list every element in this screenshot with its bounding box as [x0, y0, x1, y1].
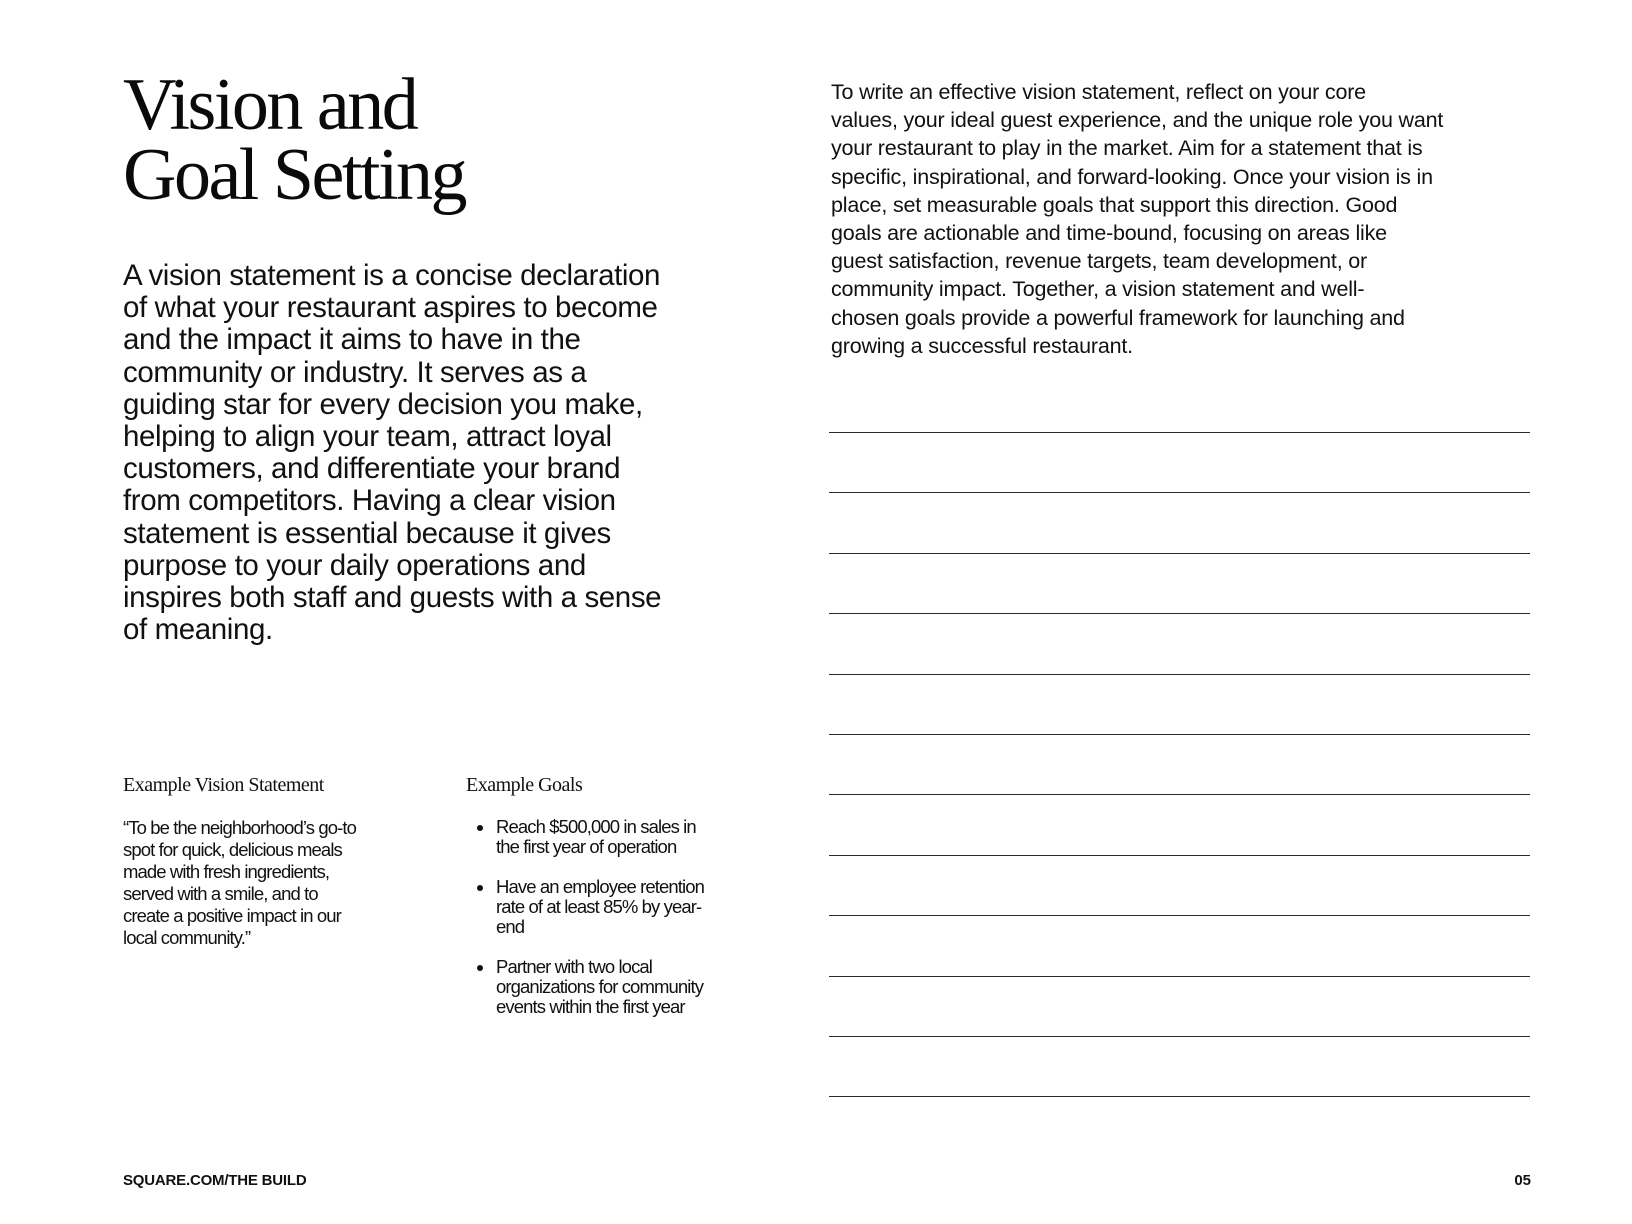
writing-line: [829, 613, 1530, 614]
writing-line: [829, 1096, 1530, 1097]
footer-site-url: SQUARE.COM/THE BUILD: [123, 1172, 307, 1189]
goal-item: [466, 817, 706, 857]
writing-line: [829, 794, 1530, 795]
goal-text: Reach $500,000 in sales in the first year of operation: [496, 816, 696, 857]
page-title-line-2: Goal Setting: [123, 134, 466, 216]
bullet-icon: [477, 965, 483, 971]
writing-lines[interactable]: [829, 432, 1530, 1102]
writing-line: [829, 976, 1530, 977]
writing-line: [829, 553, 1530, 554]
writing-line: [829, 432, 1530, 433]
goal-item: [466, 877, 706, 937]
writing-line: [829, 674, 1530, 675]
example-vision-text: “To be the neighborhood’s go-to spot for quick, delicious meals made with fresh ingredients, served with a smile, and to create a positive impact in our local community.”: [123, 817, 357, 948]
page-title: [123, 64, 466, 216]
writing-line: [829, 492, 1530, 493]
goal-item: [466, 957, 706, 1017]
goal-text: Partner with two local organizations for community events within the first year: [496, 956, 704, 1017]
bullet-icon: [477, 885, 483, 891]
writing-line: [829, 915, 1530, 916]
writing-line: [829, 855, 1530, 856]
bullet-icon: [477, 825, 483, 831]
writing-line: [829, 1036, 1530, 1037]
example-vision-heading: Example Vision Statement: [123, 774, 324, 796]
example-goals-heading: Example Goals: [466, 774, 583, 796]
example-goals-list: [466, 817, 706, 1037]
page-title-line-1: Vision and: [123, 64, 417, 146]
goal-text: Have an employee retention rate of at least 85% by year-end: [496, 876, 704, 937]
intro-paragraph: A vision statement is a concise declaration of what your restaurant aspires to become and the impact it aims to have in the community or industry. It serves as a guiding star for every decision you make, helping to align your team, attract loyal customers, and differentiate your brand from competitors. Having a clear vision statement is essential because it gives purpose to your daily operations and inspires both staff and guests with a sense of meaning.: [123, 259, 662, 647]
page-number: 05: [1514, 1172, 1531, 1189]
guidance-paragraph: To write an effective vision statement, reflect on your core values, your ideal guest experience, and the unique role you want your restaurant to play in the market. Aim for a statement that is specific, inspirational, and forward-looking. Once your vision is in place, set measurable goals that support this direction. Good goals are actionable and time-bound, focusing on areas like guest satisfaction, revenue targets, team development, or community impact. Together, a vision statement and well- chosen goals provide a powerful framework for launching and growing a successful restaurant.: [831, 80, 1444, 358]
writing-line: [829, 734, 1530, 735]
